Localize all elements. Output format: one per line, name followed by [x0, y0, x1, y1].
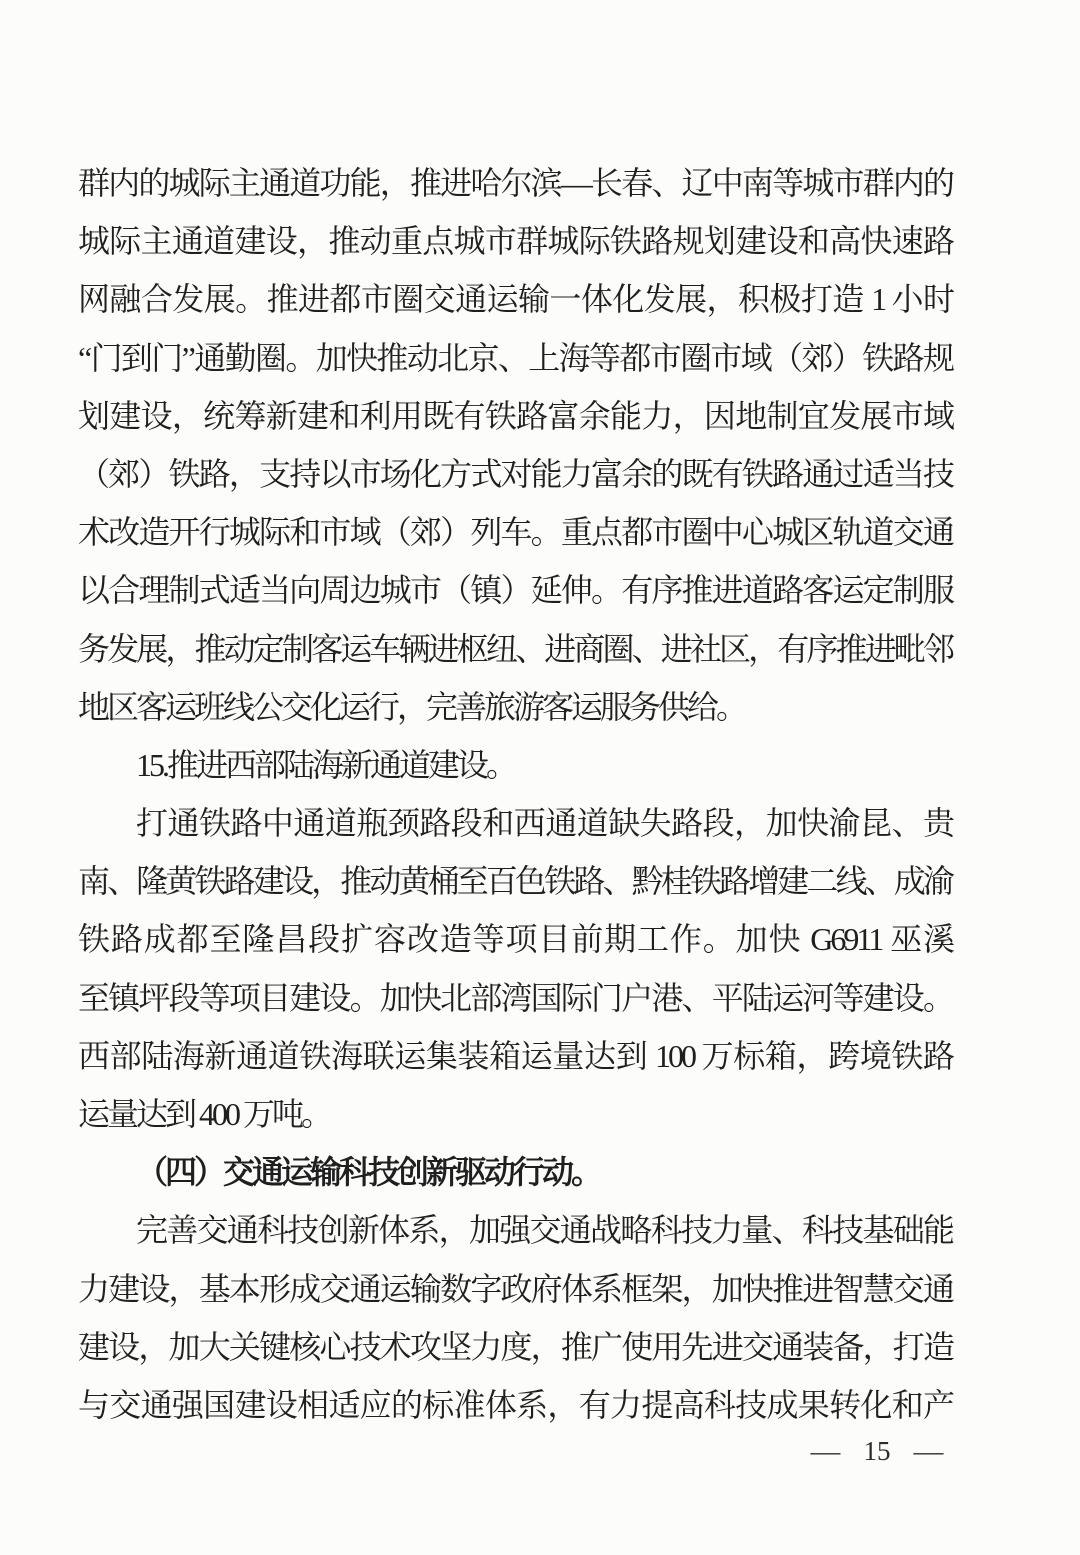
paragraph-line: 打通铁路中通道瓶颈路段和西通道缺失路段，加快渝昆、贵: [136, 805, 952, 842]
paragraph-line: （郊）铁路，支持以市场化方式对能力富余的既有铁路通过适当技: [78, 455, 952, 492]
paragraph-line: 地区客运班线公交化运行，完善旅游客运服务供给。: [78, 688, 746, 725]
page-number: [812, 1431, 942, 1471]
footer-dash-right: —: [913, 1435, 944, 1466]
paragraph-line: 划建设，统筹新建和利用既有铁路富余能力，因地制宜发展市域: [78, 397, 952, 434]
page-number-value: 15: [863, 1435, 891, 1466]
paragraph-line: 务发展，推动定制客运车辆进枢纽、进商圈、进社区，有序推进毗邻: [78, 630, 952, 667]
section-4-heading: （四）交通运输科技创新驱动行动。: [136, 1154, 601, 1191]
paragraph-line: 完善交通科技创新体系，加强交通战略科技力量、科技基础能: [136, 1212, 952, 1249]
paragraph-line: 与交通强国建设相适应的标准体系，有力提高科技成果转化和产: [78, 1386, 952, 1423]
item-15-heading: 15.推进西部陆海新通道建设。: [136, 746, 516, 783]
paragraph-line: 铁路成都至隆昌段扩容改造等项目前期工作。加快 G6911 巫溪: [78, 921, 952, 958]
paragraph-line: 至镇坪段等项目建设。加快北部湾国际门户港、平陆运河等建设。: [78, 979, 952, 1016]
paragraph-line: 建设，加大关键核心技术攻坚力度，推广使用先进交通装备，打造: [78, 1328, 952, 1365]
paragraph-line: 西部陆海新通道铁海联运集装箱运量达到 100 万标箱，跨境铁路: [78, 1037, 952, 1074]
paragraph-line: 城际主通道建设，推动重点城市群城际铁路规划建设和高快速路: [78, 223, 952, 260]
paragraph-line: 网融合发展。推进都市圈交通运输一体化发展，积极打造 1 小时: [78, 281, 952, 318]
paragraph-line: “门到门”通勤圈。加快推动北京、上海等都市圈市域（郊）铁路规: [78, 339, 952, 376]
paragraph-line: 力建设，基本形成交通运输数字政府体系框架，加快推进智慧交通: [78, 1270, 952, 1307]
paragraph-line: 术改造开行城际和市域（郊）列车。重点都市圈中心城区轨道交通: [78, 514, 952, 551]
footer-dash-left: —: [810, 1435, 841, 1466]
paragraph-line: 以合理制式适当向周边城市（镇）延伸。有序推进道路客运定制服: [78, 572, 952, 609]
paragraph-line: 群内的城际主通道功能，推进哈尔滨—长春、辽中南等城市群内的: [78, 165, 952, 201]
paragraph-line: 南、隆黄铁路建设，推动黄桶至百色铁路、黔桂铁路增建二线、成渝: [78, 863, 952, 900]
document-text: [78, 154, 952, 1434]
paragraph-line: 运量达到 400 万吨。: [78, 1096, 331, 1132]
